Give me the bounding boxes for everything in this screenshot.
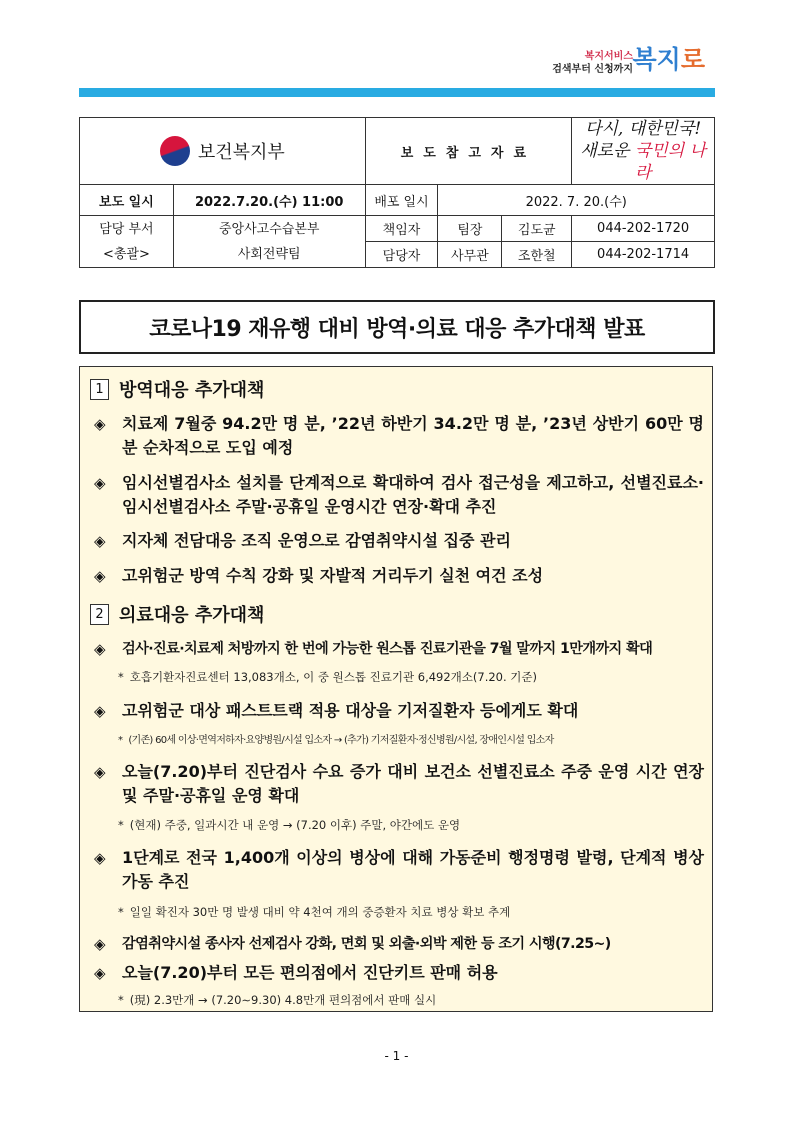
item-text: 고위험군 대상 패스트트랙 적용 대상을 기저질환자 등에게도 확대: [122, 701, 579, 720]
item-note: [118, 904, 706, 920]
diamond-bullet-icon: ◈: [94, 763, 106, 781]
item-text: 오늘(7.20)부터 진단검사 수요 증가 대비 보건소 선별진료소 주중 운영 시간 연장 및 주말·공휴일 운영 확대: [122, 762, 704, 805]
diamond-bullet-icon: ◈: [94, 640, 106, 658]
section-title: 방역대응 추가대책: [119, 380, 265, 401]
report-date-label: 보도 일시: [80, 185, 174, 216]
summary-box: [79, 366, 713, 1012]
item-note: [118, 731, 706, 746]
press-header-table: [79, 117, 715, 268]
list-item: [94, 699, 704, 723]
diamond-bullet-icon: ◈: [94, 415, 106, 433]
slogan-line1: 다시, 대한민국!: [585, 119, 702, 139]
dept-value1: 중앙사고수습본부: [218, 221, 320, 237]
contact-phone: 044-202-1714: [572, 242, 715, 268]
section-heading: [90, 376, 264, 402]
logo-accent: 로: [680, 45, 705, 74]
contact-phone: 044-202-1720: [572, 216, 715, 242]
page-number: - 1 -: [384, 1049, 409, 1063]
section-number: 2: [90, 604, 109, 625]
note-star-icon: *: [118, 735, 123, 746]
item-text: 임시선별검사소 설치를 단계적으로 확대하여 검사 접근성을 제고하고, 선별진료소·임시선별검사소 주말·공휴일 운영시간 연장·확대 추진: [122, 473, 704, 516]
list-item: [94, 961, 704, 985]
note-text: 호흡기환자진료센터 13,083개소, 이 중 원스톱 진료기관 6,492개소(7.20. 기준): [129, 670, 538, 684]
note-star-icon: *: [118, 993, 124, 1007]
contact-role: 책임자: [365, 216, 438, 242]
diamond-bullet-icon: ◈: [94, 935, 106, 953]
list-item: [94, 412, 704, 460]
contact-name: 김도균: [502, 216, 572, 242]
list-item: [94, 529, 704, 553]
diamond-bullet-icon: ◈: [94, 964, 106, 982]
diamond-bullet-icon: ◈: [94, 474, 106, 492]
diamond-bullet-icon: ◈: [94, 532, 106, 550]
dept-value2: 사회전략팀: [237, 246, 301, 262]
item-note: [118, 992, 706, 1008]
note-text: (기존) 60세 이상·면역저하자·요양병원/시설 입소자 → (추가) 기저질환자·정신병원/시설, 장애인시설 입소자: [128, 735, 554, 746]
item-text: 오늘(7.20)부터 모든 편의점에서 진단키트 판매 허용: [122, 963, 498, 982]
government-slogan: [572, 118, 714, 184]
item-text: 지자체 전담대응 조직 운영으로 감염취약시설 집중 관리: [122, 531, 511, 550]
ministry-logo: [80, 136, 365, 166]
service-tagline: [552, 50, 633, 76]
list-item: [94, 471, 704, 519]
ministry-name: 보건복지부: [197, 142, 285, 163]
contact-role: 담당자: [365, 242, 438, 268]
contact-title: 사무관: [438, 242, 502, 268]
diamond-bullet-icon: ◈: [94, 849, 106, 867]
diamond-bullet-icon: ◈: [94, 702, 106, 720]
note-star-icon: *: [118, 818, 124, 832]
section-heading: [90, 601, 264, 627]
contact-name: 조한철: [502, 242, 572, 268]
list-item: [94, 564, 704, 588]
logo-main: 복지: [632, 45, 681, 74]
item-text: 감염취약시설 종사자 선제검사 강화, 면회 및 외출·외박 제한 등 조기 시행(7.25~): [122, 936, 611, 952]
dist-date-label: 배포 일시: [365, 185, 438, 216]
section-title: 의료대응 추가대책: [119, 605, 265, 626]
note-text: 일일 확진자 30만 명 발생 대비 약 4천여 개의 중증환자 치료 병상 확보 추계: [129, 905, 511, 919]
tagline-line1: 복지서비스: [584, 51, 633, 62]
dept-label: 담당 부서: [99, 221, 154, 237]
dept-label-cell: [80, 216, 174, 268]
item-note: [118, 817, 706, 833]
section-number: 1: [90, 379, 109, 400]
slogan-cell: [572, 118, 715, 185]
item-note: [118, 669, 706, 685]
headline: 코로나19 재유행 대비 방역·의료 대응 추가대책 발표: [79, 300, 715, 354]
item-text: 1단계로 전국 1,400개 이상의 병상에 대해 가동준비 행정명령 발령, 단계적 병상 가동 추진: [122, 848, 704, 891]
diamond-bullet-icon: ◈: [94, 567, 106, 585]
item-text: 고위험군 방역 수칙 강화 및 자발적 거리두기 실천 여건 조성: [122, 566, 544, 585]
dist-date-value: 2022. 7. 20.(수): [438, 185, 715, 216]
dept-sub: <총괄>: [102, 246, 150, 262]
tagline-line2: 검색부터 신청까지: [552, 64, 633, 75]
report-date-value: 2022.7.20.(수) 11:00: [173, 185, 365, 216]
note-star-icon: *: [118, 670, 124, 684]
dept-value-cell: [173, 216, 365, 268]
item-text: 검사·진료·치료제 처방까지 한 번에 가능한 원스톱 진료기관을 7월 말까지 1만개까지 확대: [122, 641, 653, 657]
note-star-icon: *: [118, 905, 124, 919]
note-text: (현재) 주중, 일과시간 내 운영 → (7.20 이후) 주말, 야간에도 운영: [129, 818, 461, 832]
taeguk-emblem-icon: [160, 136, 190, 166]
item-text: 치료제 7월중 94.2만 명 분, ’22년 하반기 34.2만 명 분, ’23년 상반기 60만 명 분 순차적으로 도입 예정: [122, 414, 704, 457]
list-item: [94, 846, 704, 894]
slogan-line2b: 국민의 나라: [634, 141, 706, 183]
list-item: [94, 760, 704, 808]
contact-title: 팀장: [438, 216, 502, 242]
list-item: [94, 637, 704, 661]
bokjiro-logo: [633, 40, 705, 76]
ministry-logo-cell: [80, 118, 366, 185]
note-text: (現) 2.3만개 → (7.20∼9.30) 4.8만개 편의점에서 판매 실시: [129, 993, 437, 1007]
header-divider: [79, 88, 715, 97]
slogan-line2a: 새로운: [580, 141, 635, 161]
document-title: 보도참고자료: [365, 118, 572, 185]
list-item: [94, 932, 704, 956]
